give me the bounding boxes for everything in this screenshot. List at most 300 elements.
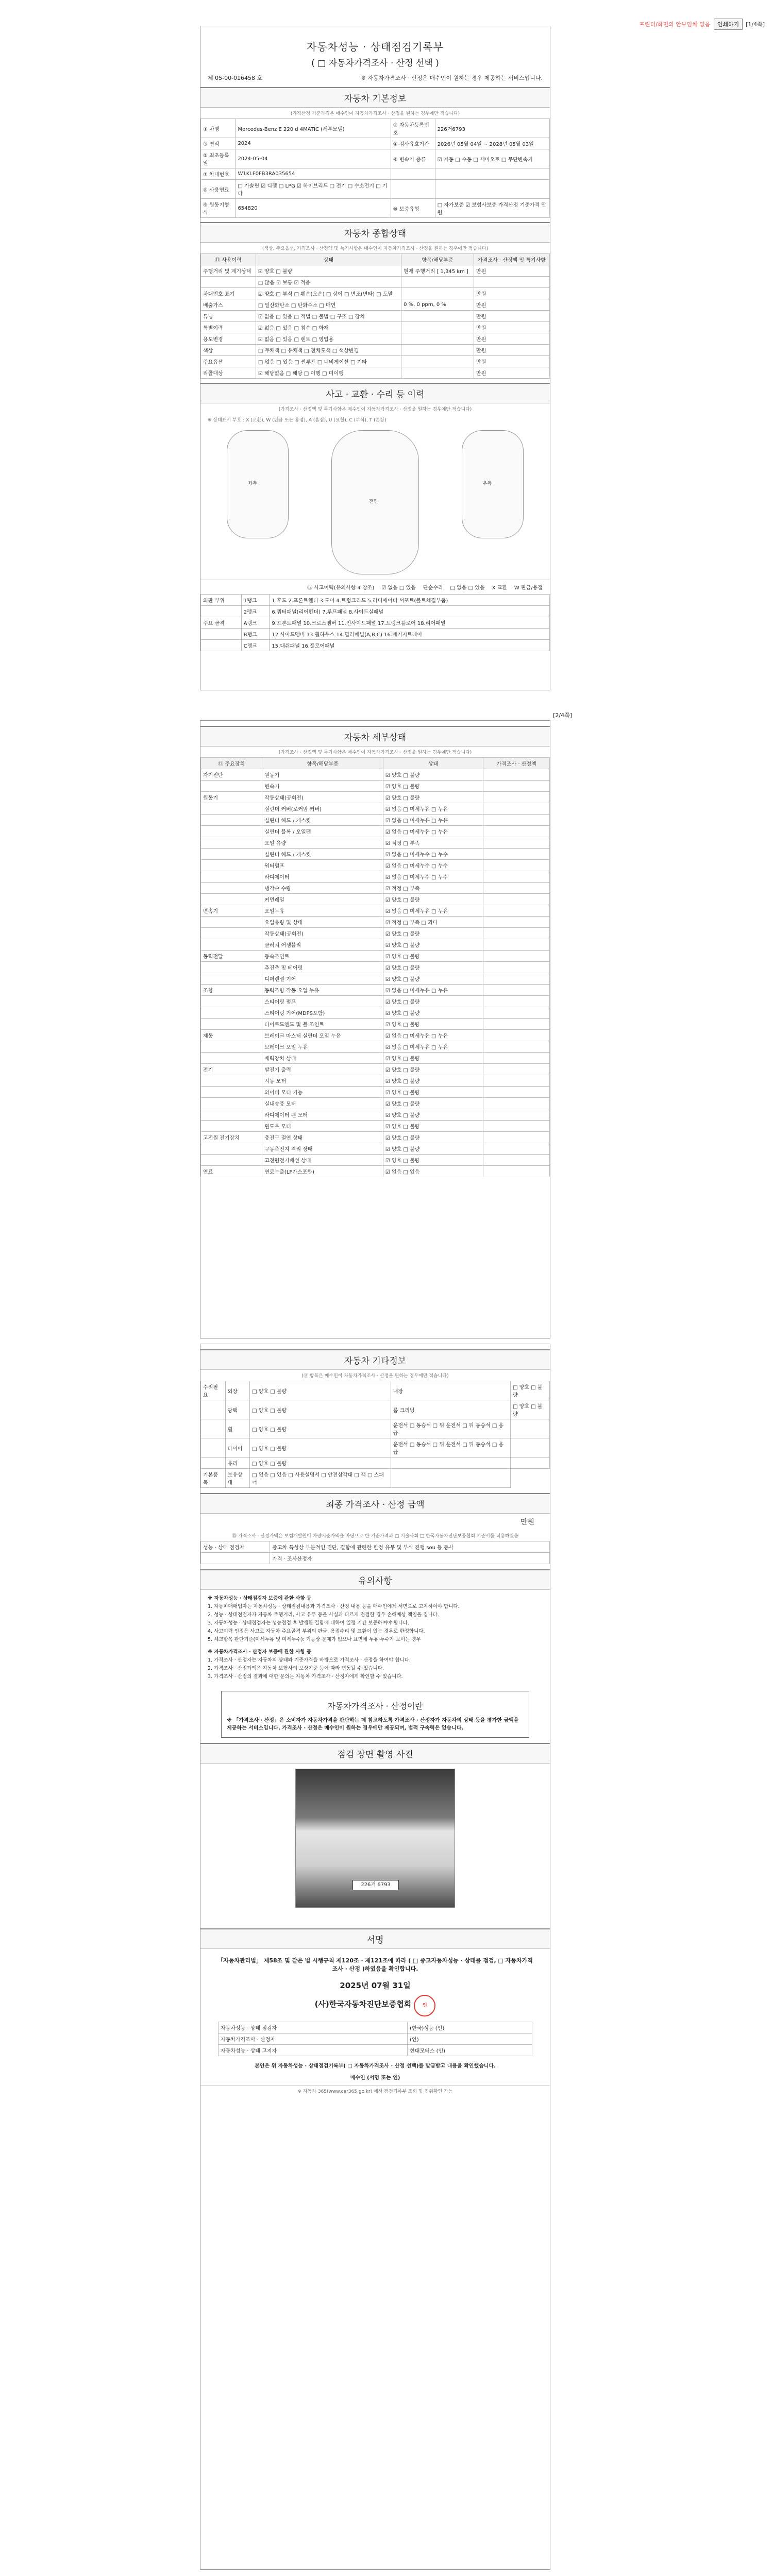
signature-statement: 「자동차관리법」 제58조 및 같은 법 시행규칙 제120조 · 제121조에 따라 ( □ 중고자동차성능 · 상태를 점검, □ 자동차가격조사 · 산정 )하였음을 확인합니다. — [217, 1957, 533, 1972]
table-cell: 원동기 — [262, 769, 383, 781]
table-cell — [483, 928, 550, 939]
table-cell: 주요옵션 — [201, 356, 256, 367]
table-cell: (인) — [408, 2033, 532, 2045]
table-cell: 12.사이드멤버 13.휠하우스 14.필러패널(A,B,C) 16.패키지트레이 — [270, 629, 550, 640]
table-cell — [483, 973, 550, 985]
table-cell — [435, 180, 549, 199]
table-cell: ☑ 없음 □ 미세누유 □ 누유 — [383, 803, 483, 815]
table-cell: 보유상태 — [225, 1469, 250, 1488]
table-cell — [201, 1075, 262, 1087]
table-cell — [201, 1053, 262, 1064]
table-cell: ☑ 양호 □ 불량 — [383, 1075, 483, 1087]
table-cell: 충전구 절연 상태 — [262, 1132, 383, 1143]
table-cell — [201, 860, 262, 871]
table-cell: ☑ 양호 □ 불량 — [383, 1053, 483, 1064]
table-cell: ① 차명 — [201, 119, 236, 138]
table-row — [201, 860, 550, 871]
table-cell: 냉각수 수량 — [262, 883, 383, 894]
table-cell — [511, 1419, 550, 1438]
table-row — [201, 1064, 550, 1075]
table-cell: 항목/해당부품 — [401, 254, 474, 265]
table-row — [201, 803, 550, 815]
final-heading: 최종 가격조사 · 산정 금액 — [200, 1493, 550, 1514]
basic-info-heading: 자동차 기본정보 — [200, 87, 550, 108]
table-cell: 스티어링 기어(MDPS포함) — [262, 1007, 383, 1019]
table-cell: ⑬ 주요장치 — [201, 758, 262, 769]
table-cell: 자동차가격조사 · 산정자 — [218, 2033, 407, 2045]
table-cell — [201, 883, 262, 894]
table-cell: 중고차 특성상 부분적인 진단, 결함에 관련한 한정 유무 및 부식 진행 sou 등 등사 — [270, 1541, 550, 1553]
table-cell: 가격조사 · 산정액 — [483, 758, 550, 769]
table-cell — [483, 962, 550, 973]
page-1 — [200, 26, 550, 690]
table-row — [201, 606, 550, 617]
table-cell — [391, 1469, 510, 1488]
table-cell: 브레이크 마스터 실린더 오일 누유 — [262, 1030, 383, 1041]
final-unit: 만원 — [520, 1518, 534, 1527]
table-row — [201, 883, 550, 894]
table-cell: 상태 — [256, 254, 401, 265]
table-cell: 자기진단 — [201, 769, 262, 781]
table-cell — [201, 1087, 262, 1098]
table-cell — [201, 962, 262, 973]
table-cell — [201, 939, 262, 951]
table-cell — [201, 917, 262, 928]
table-cell: ② 자동차등록번호 — [391, 119, 435, 138]
table-cell: W1KLF0FB3RA035654 — [236, 168, 391, 180]
table-cell: 실내송풍 모터 — [262, 1098, 383, 1109]
table-cell: 룸 크리닝 — [391, 1400, 510, 1419]
table-row — [201, 1155, 550, 1166]
table-cell — [201, 996, 262, 1007]
table-cell: 스티어링 펌프 — [262, 996, 383, 1007]
summary-table — [200, 253, 550, 379]
summary-note: (색상, 주요옵션, 가격조사 · 산정액 및 특기사항은 매수인이 자동차가격조사 · 산정을 원하는 경우에만 적습니다) — [262, 246, 489, 251]
table-cell — [483, 1143, 550, 1155]
caution-item: 1. 자동차매매업자는 자동차성능 · 상태점검내용과 가격조사 · 산정 내용 등을 매수인에게 서면으로 고지하여야 합니다. — [208, 1604, 460, 1609]
table-row — [201, 1132, 550, 1143]
table-cell: 변속기 — [201, 905, 262, 917]
caution-item: 3. 가격조사 · 산정의 결과에 대한 문의는 자동차 가격조사 · 산정자에게 확인할 수 있습니다. — [208, 1674, 403, 1680]
table-cell — [201, 826, 262, 837]
photo-heading: 점검 장면 촬영 사진 — [200, 1743, 550, 1764]
table-cell — [483, 792, 550, 803]
table-cell — [483, 1030, 550, 1041]
table-row — [201, 1121, 550, 1132]
print-button[interactable]: 인쇄하기 — [714, 19, 743, 30]
table-cell: □ 양호 □ 불량 — [250, 1438, 391, 1458]
table-cell — [483, 1064, 550, 1075]
table-cell: ☑ 없음 □ 있음 □ 침수 □ 화재 — [256, 322, 401, 333]
table-cell — [201, 1041, 262, 1053]
table-row — [201, 849, 550, 860]
table-cell: 실린더 커버(로커암 커버) — [262, 803, 383, 815]
detail-note: (가격조사 · 산정액 및 특기사항은 매수인이 자동차가격조사 · 산정을 원하는 경우에만 적습니다) — [278, 750, 472, 755]
table-row — [201, 595, 550, 606]
table-cell: 등속조인트 — [262, 951, 383, 962]
table-row — [201, 1419, 550, 1438]
table-row — [201, 826, 550, 837]
table-row — [201, 894, 550, 905]
price-info-title: 자동차가격조사 · 산정이란 — [327, 1701, 423, 1711]
table-row — [201, 928, 550, 939]
table-cell — [483, 1155, 550, 1166]
caution-item: 5. 체크항목 판단기준(미세누유 및 미세누수): 기능상 문제가 없으나 표면에 누유·누수가 보이는 경우 — [208, 1637, 421, 1642]
table-row — [201, 1400, 550, 1419]
legend-row: ⑫ 사고이력(유의사항 4 참조) ☑ 없음 □ 있음 단순수리 □ 없음 □ 있음 X 교환 W 판금/용접 — [307, 585, 543, 591]
table-cell — [483, 1098, 550, 1109]
table-cell — [201, 1419, 226, 1438]
table-cell: ☑ 양호 □ 불량 — [383, 1007, 483, 1019]
top-toolbar — [639, 19, 765, 30]
final-table — [200, 1541, 550, 1564]
table-cell: 실린더 헤드 / 개스킷 — [262, 849, 383, 860]
table-row — [201, 1098, 550, 1109]
table-cell: ☑ 양호 □ 불량 — [383, 781, 483, 792]
print-warning: 프린터/화면의 안보임체 없음 — [639, 21, 711, 28]
table-cell: Mercedes-Benz E 220 d 4MATIC (세부모델) — [236, 119, 391, 138]
table-cell: 만원 — [474, 333, 549, 345]
table-cell: 휠 — [225, 1419, 250, 1438]
table-cell: 654820 — [236, 199, 391, 218]
table-row — [201, 769, 550, 781]
table-cell: 라디에이터 — [262, 871, 383, 883]
table-cell: 가격 · 조사산정자 — [270, 1553, 550, 1564]
frame-table — [200, 594, 550, 651]
caution-item: 4. 사고이력 인정은 사고로 자동차 주요골격 부위의 판금, 용접수리 및 교환이 있는 경우로 한정합니다. — [208, 1629, 425, 1634]
table-cell — [483, 905, 550, 917]
table-cell — [483, 871, 550, 883]
table-cell: ☑ 적정 □ 부족 — [383, 837, 483, 849]
table-cell: ☑ 없음 □ 미세누유 □ 누유 — [383, 826, 483, 837]
etc-heading: 자동차 기타정보 — [200, 1349, 550, 1370]
table-cell: 원동기 — [201, 792, 262, 803]
table-cell: ☑ 양호 □ 불량 — [383, 894, 483, 905]
table-cell: ☑ 양호 □ 불량 — [383, 928, 483, 939]
table-row — [201, 1053, 550, 1064]
table-row — [201, 367, 550, 379]
table-cell: 작동상태(공회전) — [262, 928, 383, 939]
table-cell: 내장 — [391, 1381, 510, 1400]
table-cell: ☑ 없음 □ 미세누수 □ 누수 — [383, 849, 483, 860]
table-row — [201, 333, 550, 345]
table-cell: ☑ 양호 □ 불량 — [383, 996, 483, 1007]
table-cell — [483, 1109, 550, 1121]
table-cell: A랭크 — [241, 617, 270, 629]
caution-item: 1. 가격조사 · 산정자는 자동차의 상태와 기준가격을 바탕으로 가격조사 · 산정을 하여야 합니다. — [208, 1657, 411, 1663]
table-cell: 타이로드엔드 및 볼 조인트 — [262, 1019, 383, 1030]
table-cell — [401, 277, 474, 288]
table-row — [201, 1007, 550, 1019]
table-cell: 만원 — [474, 265, 549, 277]
table-row — [201, 1109, 550, 1121]
association-name: (사)한국자동차진단보증협회 인 — [200, 1995, 550, 2016]
table-cell — [511, 1438, 550, 1458]
table-cell — [201, 871, 262, 883]
table-cell: 15.대쉬패널 16.플로어패널 — [270, 640, 550, 651]
car-left-view: 좌측 — [227, 430, 289, 538]
table-cell: 만원 — [474, 311, 549, 322]
table-row — [201, 119, 550, 138]
table-cell: ☑ 없음 □ 미세누유 □ 누유 — [383, 985, 483, 996]
table-row — [201, 265, 550, 277]
table-cell: □ 가솔린 ☑ 디젤 □ LPG ☑ 하이브리드 □ 전기 □ 수소전기 □ 기타 — [236, 180, 391, 199]
table-cell: 고전원전기배선 상태 — [262, 1155, 383, 1166]
table-cell: 6.쿼터패널(리어펜더) 7.루프패널 8.사이드실패널 — [270, 606, 550, 617]
table-cell — [201, 803, 262, 815]
license-plate: 226거 6793 — [352, 1880, 399, 1890]
table-cell — [483, 1087, 550, 1098]
table-row — [201, 792, 550, 803]
table-cell — [435, 168, 549, 180]
table-row — [201, 1553, 550, 1564]
accident-legend: ※ 상태표시 부호 : X (교환), W (판금 또는 용접), A (흠집), U (요철), C (부식), T (손상) — [208, 418, 386, 423]
table-cell: 1랭크 — [241, 595, 270, 606]
accident-heading: 사고 · 교환 · 수리 등 이력 — [200, 383, 550, 403]
etc-table — [200, 1381, 550, 1488]
receipt-signature: 매수인 (서명 또는 인) — [350, 2075, 400, 2081]
table-cell: 실린더 블록 / 오일팬 — [262, 826, 383, 837]
table-cell: ☑ 양호 □ 불량 — [383, 792, 483, 803]
table-cell: 실린더 헤드 / 개스킷 — [262, 815, 383, 826]
table-row — [201, 815, 550, 826]
table-cell — [483, 894, 550, 905]
table-cell: 색상 — [201, 345, 256, 356]
table-cell — [201, 973, 262, 985]
table-row — [201, 640, 550, 651]
table-cell: 클러치 어셈블리 — [262, 939, 383, 951]
table-cell — [201, 1400, 226, 1419]
table-cell: □ 없음 □ 있음 □ 썬루프 □ 네비게이션 □ 기타 — [256, 356, 401, 367]
table-cell — [201, 1155, 262, 1166]
table-cell — [401, 356, 474, 367]
table-cell: □ 양호 □ 불량 — [250, 1381, 391, 1400]
table-cell: 고전원 전기장치 — [201, 1132, 262, 1143]
table-row — [201, 1438, 550, 1458]
footer-note: ※ 자동차 365(www.car365.go.kr) 에서 점검기록부 조회 및 진위확인 가능 — [200, 2085, 550, 2096]
page-2 — [200, 720, 550, 1338]
table-cell: 외판 부위 — [201, 595, 242, 606]
table-row — [201, 149, 550, 168]
table-cell: ☑ 양호 □ 불량 — [383, 1064, 483, 1075]
table-cell — [483, 803, 550, 815]
table-cell: 현재 주행거리 [ 1,345 km ] — [401, 265, 474, 277]
table-cell — [401, 345, 474, 356]
table-cell: ⑥ 변속기 종류 — [391, 149, 435, 168]
table-cell — [401, 367, 474, 379]
table-cell — [483, 1166, 550, 1177]
car-top-view: 전면 — [331, 430, 419, 574]
price-info-text: ※ 「가격조사 · 산정」은 소비자가 자동차가격을 판단하는 데 참고하도록 가격조사 · 산정자가 자동차의 상태 등을 평가한 금액을 제공하는 서비스입니다. 가격조사 · 산정은 매수인이 원하는 경우에만 제공되며, 법적 구속력은 없습니다. — [227, 1718, 519, 1731]
table-cell: ☑ 없음 □ 미세누유 □ 누유 — [383, 905, 483, 917]
table-cell: C랭크 — [241, 640, 270, 651]
table-cell: 변속기 — [262, 781, 383, 792]
detail-heading: 자동차 세부상태 — [200, 726, 550, 747]
table-cell — [483, 883, 550, 894]
table-cell — [511, 1458, 550, 1469]
table-row — [201, 277, 550, 288]
table-cell: ☑ 양호 □ 부식 □ 훼손(오손) □ 상이 □ 변조(변타) □ 도말 — [256, 288, 401, 299]
table-row — [201, 288, 550, 299]
table-row — [201, 322, 550, 333]
table-cell: 만원 — [474, 356, 549, 367]
table-cell — [483, 849, 550, 860]
table-cell: 9.프론트패널 10.크로스멤버 11.인사이드패널 17.트렁크플로어 18.리어패널 — [270, 617, 550, 629]
table-cell: 가격조사 · 산정액 및 특기사항 — [474, 254, 549, 265]
table-cell: □ 양호 □ 불량 — [250, 1419, 391, 1438]
final-note: ⑮ 가격조사 · 산정가액은 보험개발원이 차량기준가액을 바탕으로 한 기준가격과 □ 기술사회 □ 한국자동차진단보증협회 기준서를 적용하였음 — [232, 1534, 518, 1539]
caution-heading: 유의사항 — [200, 1569, 550, 1590]
document-title: 자동차성능 · 상태점검기록부 — [307, 41, 444, 53]
table-cell: ☑ 양호 □ 불량 — [383, 939, 483, 951]
table-cell: ☑ 자동 □ 수동 □ 세미오토 □ 무단변속기 — [435, 149, 549, 168]
table-row — [201, 837, 550, 849]
table-cell: 수리필요 — [201, 1381, 226, 1400]
price-info-box — [221, 1691, 529, 1738]
table-cell — [401, 322, 474, 333]
table-cell — [483, 1019, 550, 1030]
table-cell: 커먼레일 — [262, 894, 383, 905]
accident-note: (가격조사 · 산정액 및 특기사항은 매수인이 자동차가격조사 · 산정을 원하는 경우에만 적습니다) — [278, 407, 472, 412]
table-cell: (한국)성능 (인) — [408, 2022, 532, 2033]
table-cell: ☑ 양호 □ 불량 — [383, 1019, 483, 1030]
table-cell: ☑ 양호 □ 불량 — [256, 265, 401, 277]
table-cell: 만원 — [474, 345, 549, 356]
table-row — [201, 1541, 550, 1553]
table-cell: 유리 — [225, 1458, 250, 1469]
table-cell: □ 양호 □ 불량 — [511, 1400, 550, 1419]
service-notice: ※ 자동차가격조사 · 산정은 매수인이 원하는 경우 제공하는 서비스입니다. — [361, 75, 543, 81]
table-cell: ☑ 양호 □ 불량 — [383, 1143, 483, 1155]
table-cell: ⑤ 최초등록일 — [201, 149, 236, 168]
table-cell: ☑ 양호 □ 불량 — [383, 951, 483, 962]
page-3 — [200, 1344, 550, 2570]
table-cell: ⑩ 보증유형 — [391, 199, 435, 218]
table-cell: 배출가스 — [201, 299, 256, 311]
table-cell: 윈도우 모터 — [262, 1121, 383, 1132]
table-row — [201, 962, 550, 973]
table-cell: 동력조향 작동 오일 누유 — [262, 985, 383, 996]
table-cell: ☑ 양호 □ 불량 — [383, 1121, 483, 1132]
table-row — [201, 299, 550, 311]
receipt-statement: 본인은 위 자동차성능 · 상태점검기록부( □ 자동차가격조사 · 산정 선택)를 발급받고 내용을 확인했습니다. — [255, 2063, 496, 2069]
table-cell: 오일유량 및 상태 — [262, 917, 383, 928]
table-cell: 연료누출(LP가스포함) — [262, 1166, 383, 1177]
table-cell: ☑ 적정 □ 부족 □ 과다 — [383, 917, 483, 928]
table-cell: 자동차성능 · 상태 고지자 — [218, 2045, 407, 2056]
signature-heading: 서명 — [200, 1928, 550, 1949]
signature-table — [218, 2022, 532, 2056]
table-row — [201, 939, 550, 951]
summary-heading: 자동차 종합상태 — [200, 222, 550, 243]
table-cell: 운전석 □ 동승석 □ 뒤 운전석 □ 뒤 동승석 □ 응급 — [391, 1438, 510, 1458]
table-cell — [201, 1553, 270, 1564]
table-cell: ⑦ 차대번호 — [201, 168, 236, 180]
table-cell: 차대번호 표기 — [201, 288, 256, 299]
table-cell: 1.후드 2.프론트휀더 3.도어 4.트렁크리드 5.라디에이터 서포트(볼트체결부품) — [270, 595, 550, 606]
table-row — [201, 311, 550, 322]
table-cell: ⑪ 사용이력 — [201, 254, 256, 265]
caution-list: ※ 자동차성능 · 상태점검자 보증에 관한 사항 등 1. 자동차매매업자는 자동차성능 · 상태점검내용과 가격조사 · 산정 내용 등을 매수인에게 서면으로 고지하여야 합니다. 2. 성능 · 상태점검자가 자동차 주행거리, 사고 유무 등을 사실과 다르게 점검한 경우 손해배상 책임을 집니다. 3. 자동차성능 · 상태점검자는 성능점검 후 발생한 결함에 대하여 일정 기간 보증하여야 합니다. 4. 사고이력 인정은 사고로 자동차 주요골격 부위의 판금, 용접수리 및 교환이 있는 경우로 한정합니다. 5. 체크항목 판단기준(미세누유 및 미세누수): 기능상 문제가 없으나 표면에 누유·누수가 보이는 경우 ※ 자동차가격조사 · 산정자 보증에 관한 사항 등 1. 가격조사 · 산정자는 자동차의 상태와 기준가격을 바탕으로 가격조사 · 산정을 하여야 합니다. 2. 가격조사 · 산정가액은 자동차 보험사의 보상기준 등에 따라 변동될 수 있습니다. 3. 가격조사 · 산정의 결과에 대한 문의는 자동차 가격조사 · 산정자에게 확인할 수 있습니다. — [200, 1590, 550, 1686]
table-cell — [201, 894, 262, 905]
table-cell: 리콜대상 — [201, 367, 256, 379]
table-cell: □ 양호 □ 불량 — [250, 1458, 391, 1469]
table-cell — [201, 1143, 262, 1155]
document-serial-row — [200, 69, 550, 87]
table-cell: ☑ 양호 □ 불량 — [383, 1098, 483, 1109]
table-row — [201, 1166, 550, 1177]
table-cell: 항목/해당부품 — [262, 758, 383, 769]
table-cell: □ 양호 □ 불량 — [250, 1400, 391, 1419]
basic-info-table — [200, 118, 550, 218]
table-row — [201, 917, 550, 928]
document-subtitle: ( □ 자동차가격조사 · 산정 선택 ) — [311, 58, 439, 69]
table-row — [201, 356, 550, 367]
page-number-2: [2/4쪽] — [553, 712, 572, 719]
table-row — [218, 2033, 532, 2045]
table-cell — [201, 606, 242, 617]
table-cell: 작동상태(공회전) — [262, 792, 383, 803]
table-row — [201, 1030, 550, 1041]
table-cell — [483, 951, 550, 962]
table-cell: ☑ 없음 □ 미세누유 □ 누유 — [383, 1030, 483, 1041]
table-cell: 조향 — [201, 985, 262, 996]
table-cell — [201, 1438, 226, 1458]
table-cell — [201, 849, 262, 860]
table-cell — [483, 996, 550, 1007]
table-cell — [201, 1007, 262, 1019]
table-cell — [401, 333, 474, 345]
table-row — [201, 951, 550, 962]
table-cell — [483, 781, 550, 792]
table-cell — [201, 815, 262, 826]
table-cell — [201, 928, 262, 939]
table-cell: ☑ 양호 □ 불량 — [383, 1109, 483, 1121]
table-cell — [391, 180, 435, 199]
table-cell: 주행거리 및 계기상태 — [201, 265, 256, 277]
table-cell: 구동축전지 격리 상태 — [262, 1143, 383, 1155]
table-cell: ☑ 해당없음 □ 해당 □ 이행 □ 미이행 — [256, 367, 401, 379]
table-cell: ☑ 없음 □ 있음 □ 렌트 □ 영업용 — [256, 333, 401, 345]
table-cell: ☑ 양호 □ 불량 — [383, 1087, 483, 1098]
table-cell: ☑ 적정 □ 부족 — [383, 883, 483, 894]
table-cell — [201, 1121, 262, 1132]
table-cell: 2024 — [236, 138, 391, 149]
table-cell: 라디에이터 팬 모터 — [262, 1109, 383, 1121]
table-cell: ⑨ 원동기형식 — [201, 199, 236, 218]
table-cell — [483, 769, 550, 781]
table-cell — [201, 629, 242, 640]
table-row — [201, 1075, 550, 1087]
signature-date: 2025년 07월 31일 — [340, 1981, 411, 1990]
table-cell: 연료 — [201, 1166, 262, 1177]
table-cell: ⑧ 사용연료 — [201, 180, 236, 199]
table-cell: 상태 — [383, 758, 483, 769]
table-row — [201, 1143, 550, 1155]
table-cell — [483, 826, 550, 837]
table-cell: □ 양호 □ 불량 — [511, 1381, 550, 1400]
car-right-view: 우측 — [462, 430, 524, 538]
table-cell: 브레이크 오일 누유 — [262, 1041, 383, 1053]
table-cell — [483, 939, 550, 951]
etc-note: (⑭ 항목은 매수인이 자동차가격조사 · 산정을 원하는 경우에만 적습니다) — [301, 1374, 449, 1379]
table-cell: 2024-05-04 — [236, 149, 391, 168]
table-cell: 0 %, 0 ppm, 0 % — [401, 299, 474, 311]
table-cell — [201, 837, 262, 849]
table-row — [201, 617, 550, 629]
table-cell: 용도변경 — [201, 333, 256, 345]
table-cell — [483, 1053, 550, 1064]
